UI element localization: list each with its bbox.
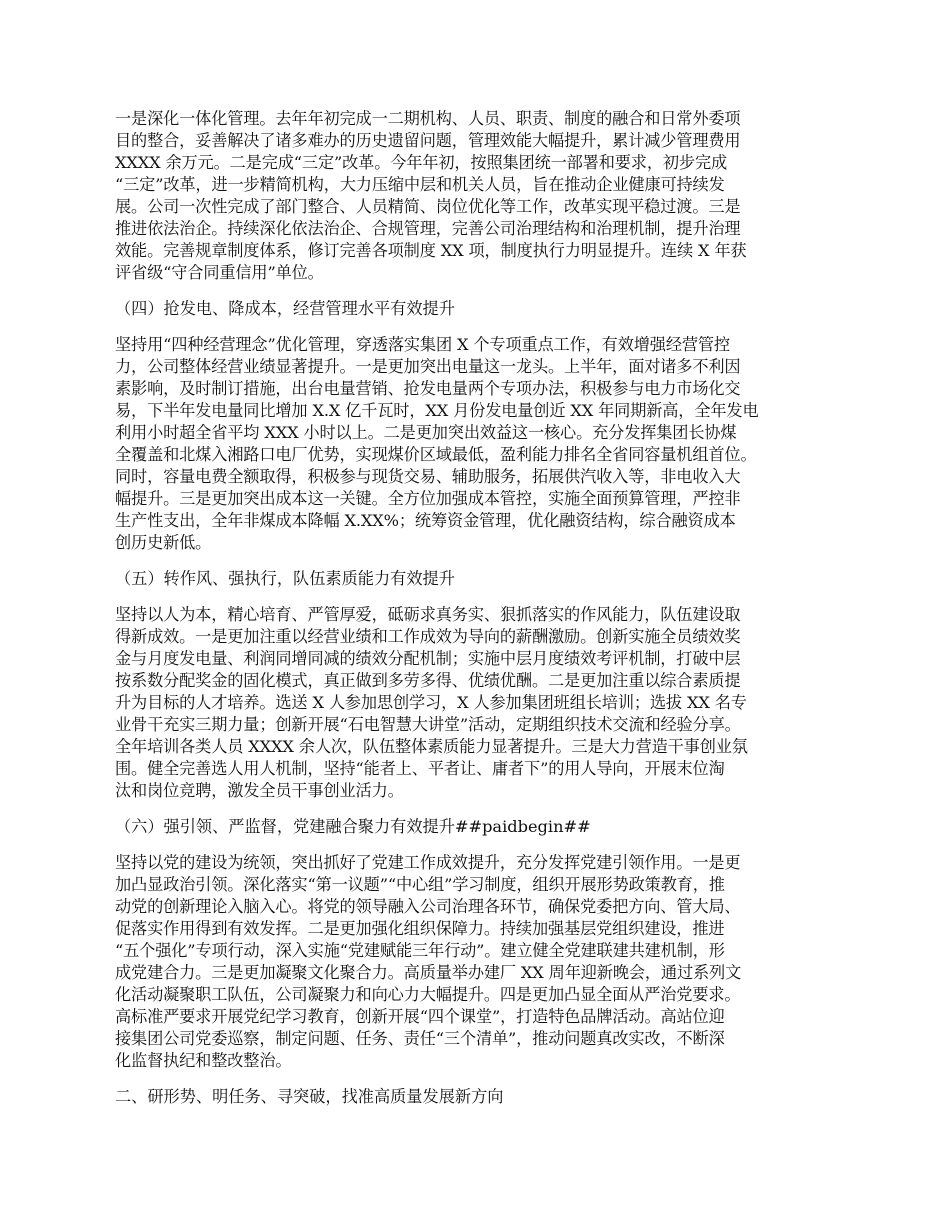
section-heading-5: （五）转作风、强执行，队伍素质能力有效提升	[115, 569, 455, 588]
paragraph-workforce: 坚持以人为本，精心培育、严管厚爱，砥砺求真务实、狠抓落实的作风能力，队伍建设取 得新成效。一是更加注重以经营业绩和工作成效为导向的薪酬激励。创新实施全员绩效奖 金与月度发电量、利润同增同减的绩效分配机制；实施中层月度绩效考评机制，打破中层 按系数分配奖金的固化模式，真正做到多劳多得、优绩优酬。二是更加注重以综合素质提 升为目标的人才培养。选送 X 人参加思创学习，X 人参加集团班组长培训；选拔 XX 名专 业骨干充实三期力量；创新开展“石电智慧大讲堂”活动，定期组织技术交流和经验分享。 全年培训各类人员 XXXX 余人次，队伍整体素质能力显著提升。三是大力营造干事创业氛 围。健全完善选人用人机制，坚持“能者上、平者让、庸者下”的用人导向，开展末位淘 汰和岗位竞聘，激发全员干事创业活力。	[115, 605, 748, 800]
paragraph-party-building: 坚持以党的建设为统领，突出抓好了党建工作成效提升，充分发挥党建引领作用。一是更 加凸显政治引领。深化落实“第一议题”“中心组”学习制度，组织开展形势政策教育，推 动党的创新理论入脑入心。将党的领导融入公司治理各环节，确保党委把方向、管大局、 促落实作用得到有效发挥。二是更加强化组织保障力。持续加强基层党组织建设，推进 “五个强化”专项行动，深入实施“党建赋能三年行动”。建立健全党建联建共建机制，形 成党建合力。三是更加凝聚文化聚合力。高质量举办建厂 XX 周年迎新晚会，通过系列文 化活动凝聚职工队伍，公司凝聚力和向心力大幅提升。四是更加凸显全面从严治党要求。 高标准严要求开展党纪学习教育，创新开展“四个课堂”，打造特色品牌活动。高站位迎 接集团公司党委巡察，制定问题、任务、责任“三个清单”，推动问题真改实改，不断深 化监督执纪和整改整治。	[115, 853, 742, 1070]
chapter-heading-2: 二、研形势、明任务、寻突破，找准高质量发展新方向	[115, 1087, 504, 1106]
paragraph-operations: 坚持用“四种经营理念”优化管理，穿透落实集团 X 个专项重点工作，有效增强经营管控 力，公司整体经营业绩显著提升。一是更加突出电量这一龙头。上半年，面对诸多不利因 素影响，及时制订措施，出台电量营销、抢发电量两个专项办法，积极参与电力市场化交 易，下半年发电量同比增加 X.X 亿千瓦时，XX 月份发电量创近 XX 年同期新高，全年发电 利用小时超全省平均 XXX 小时以上。二是更加突出效益这一核心。充分发挥集团长协煤 全覆盖和北煤入湘路口电厂优势，实现煤价区域最低，盈利能力排名全省同容量机组首位。 同时，容量电费全额取得，积极参与现货交易、辅助服务，拓展供汽收入等，非电收入大 幅提升。三是更加突出成本这一关键。全方位加强成本管控，实施全面预算管理，严控非 生产性支出，全年非煤成本降幅 X.XX%；统筹资金管理，优化融资结构，综合融资成本 创历史新低。	[115, 335, 759, 552]
section-heading-4: （四）抢发电、降成本，经营管理水平有效提升	[115, 299, 455, 318]
section-heading-6: （六）强引领、严监督，党建融合聚力有效提升##paidbegin##	[115, 817, 591, 836]
paragraph-integration-reform: 一是深化一体化管理。去年年初完成一二期机构、人员、职责、制度的融合和日常外委项 目的整合，妥善解决了诸多难办的历史遗留问题，管理效能大幅提升，累计减少管理费用 XXXX 余万元。二是完成“三定”改革。今年年初，按照集团统一部署和要求，初步完成 “三定”改革，进一步精简机构，大力压缩中层和机关人员，旨在推动企业健康可持续发 展。公司一次性完成了部门整合、人员精简、岗位优化等工作，改革实现平稳过渡。三是 推进依法治企。持续深化依法治企、合规管理，完善公司治理结构和治理机制，提升治理 效能。完善规章制度体系，修订完善各项制度 XX 项，制度执行力明显提升。连续 X 年获 评省级“守合同重信用”单位。	[115, 109, 747, 282]
document-body	[115, 108, 855, 1122]
